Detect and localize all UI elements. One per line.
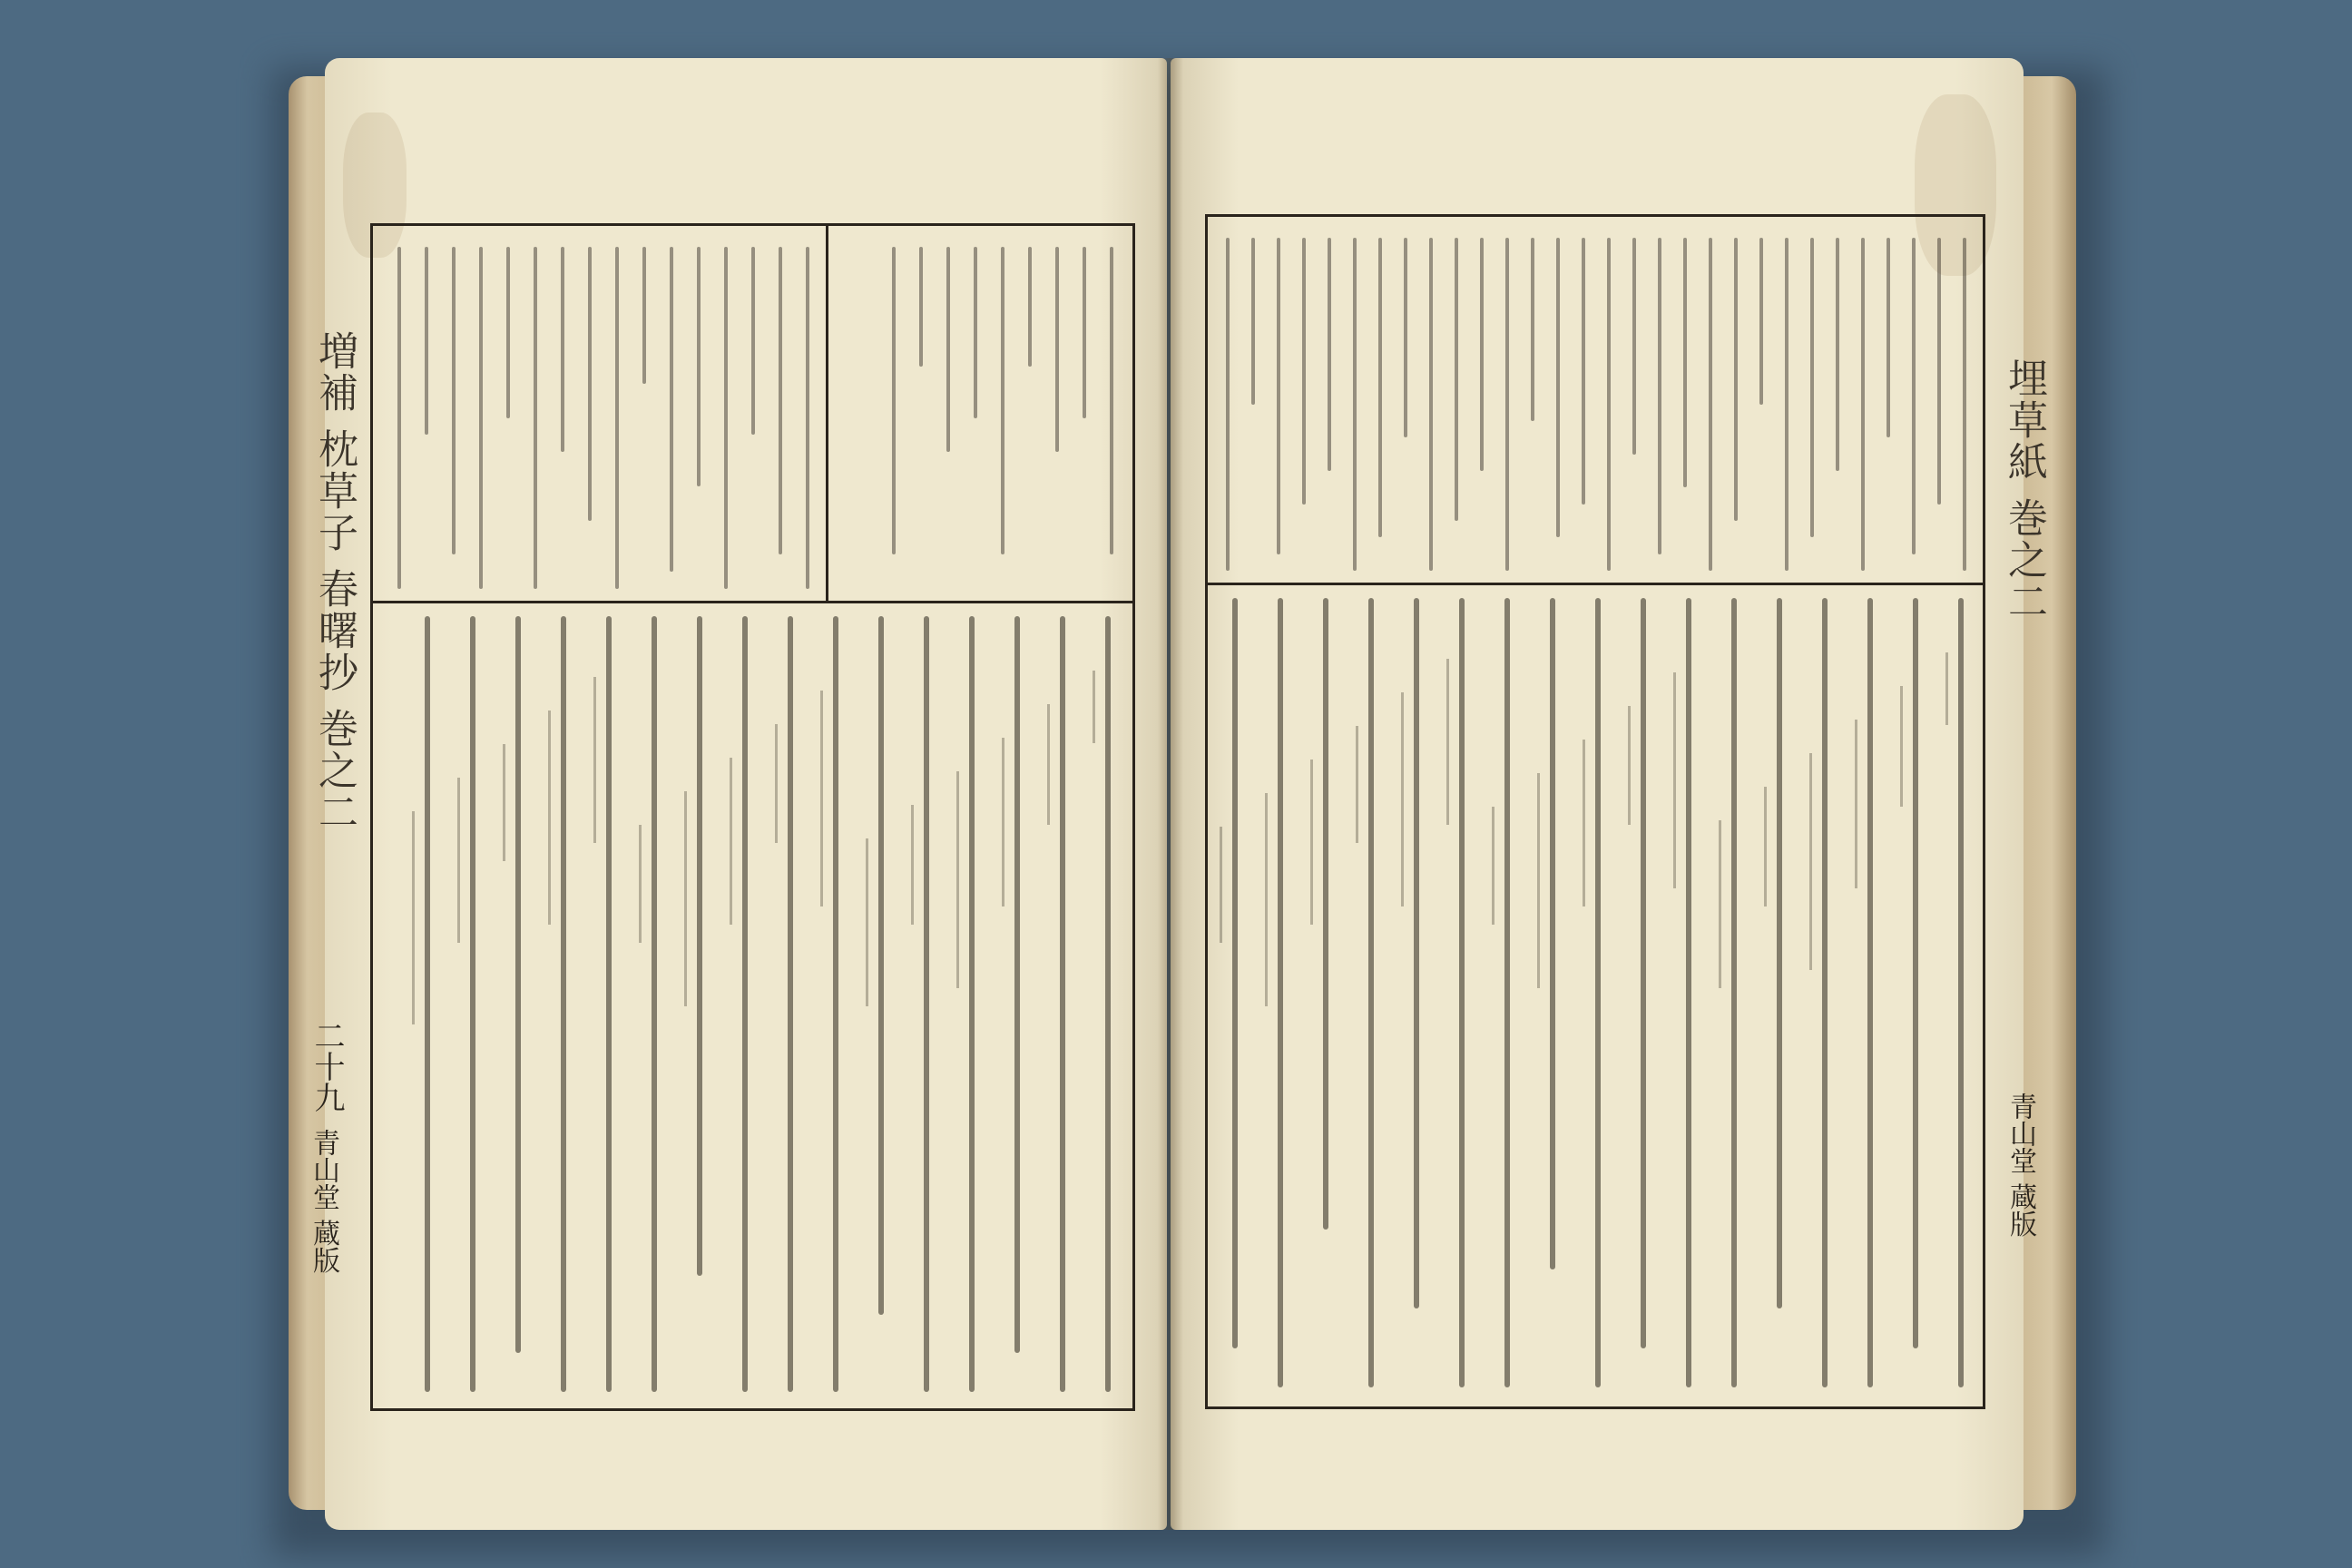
text-column — [697, 616, 702, 1276]
ruby-gloss — [956, 771, 959, 988]
right-page-edges — [2022, 76, 2076, 1510]
text-column — [1595, 598, 1601, 1387]
text-column — [946, 247, 950, 452]
text-column — [724, 247, 728, 589]
text-column — [1455, 238, 1458, 521]
text-column — [833, 616, 838, 1392]
right-commentary-divider — [1205, 583, 1985, 585]
text-column — [1531, 238, 1534, 421]
text-column — [1060, 616, 1065, 1392]
open-book — [289, 58, 2076, 1530]
text-column — [1836, 238, 1839, 471]
left-imprint: 青山堂 蔵版 — [308, 1129, 339, 1274]
text-column — [515, 616, 521, 1353]
text-column — [1278, 598, 1283, 1387]
text-column — [642, 247, 646, 384]
left-page-number: 二十九 — [309, 1020, 345, 1112]
text-column — [1232, 598, 1238, 1348]
ruby-gloss — [775, 724, 778, 843]
text-column — [1822, 598, 1828, 1387]
ruby-gloss — [820, 691, 823, 906]
text-column — [670, 247, 673, 572]
ruby-gloss — [457, 778, 460, 943]
text-column — [1302, 238, 1306, 505]
ruby-gloss — [730, 758, 732, 925]
text-column — [1550, 598, 1555, 1269]
text-column — [1759, 238, 1763, 405]
text-column — [1810, 238, 1814, 537]
book-gutter — [1158, 58, 1183, 1530]
text-column — [1105, 616, 1111, 1392]
ruby-gloss — [1220, 827, 1222, 943]
text-column — [1505, 238, 1509, 571]
text-column — [1480, 238, 1484, 471]
text-column — [479, 247, 483, 589]
text-column — [924, 616, 929, 1392]
ruby-gloss — [1446, 659, 1449, 825]
text-column — [397, 247, 401, 589]
text-column — [892, 247, 896, 554]
text-column — [1683, 238, 1687, 487]
text-column — [1226, 238, 1230, 571]
ruby-gloss — [1673, 672, 1676, 888]
text-column — [1368, 598, 1374, 1387]
text-column — [878, 616, 884, 1315]
text-column — [1277, 238, 1280, 554]
ruby-gloss — [1900, 686, 1903, 807]
text-column — [425, 616, 430, 1392]
text-column — [1709, 238, 1712, 571]
text-column — [1913, 598, 1918, 1348]
text-column — [1582, 238, 1585, 505]
ruby-gloss — [503, 744, 505, 861]
text-column — [1641, 598, 1646, 1348]
text-column — [1323, 598, 1328, 1230]
text-column — [1110, 247, 1113, 554]
text-column — [561, 616, 566, 1392]
text-column — [1867, 598, 1873, 1387]
text-column — [1912, 238, 1916, 554]
text-column — [969, 616, 975, 1392]
ruby-gloss — [1809, 753, 1812, 970]
text-column — [1607, 238, 1611, 571]
text-column — [742, 616, 748, 1392]
ruby-gloss — [1855, 720, 1857, 888]
text-column — [588, 247, 592, 521]
text-column — [1459, 598, 1465, 1387]
ruby-gloss — [1492, 807, 1494, 925]
text-column — [1429, 238, 1433, 571]
ruby-gloss — [1002, 738, 1004, 906]
text-column — [606, 616, 612, 1392]
ruby-gloss — [1764, 787, 1767, 906]
text-column — [1731, 598, 1737, 1387]
ruby-gloss — [1719, 820, 1721, 988]
text-column — [974, 247, 977, 418]
ruby-gloss — [593, 677, 596, 843]
text-column — [561, 247, 564, 452]
text-column — [1963, 238, 1966, 571]
text-column — [534, 247, 537, 589]
text-column — [1378, 238, 1382, 537]
ruby-gloss — [1047, 704, 1050, 825]
left-commentary-divider — [370, 601, 1135, 603]
ruby-gloss — [866, 838, 868, 1006]
text-column — [806, 247, 809, 589]
ruby-gloss — [1401, 692, 1404, 906]
text-column — [615, 247, 619, 589]
ruby-gloss — [412, 811, 415, 1024]
ruby-gloss — [548, 710, 551, 925]
text-column — [1686, 598, 1691, 1387]
ruby-gloss — [1583, 740, 1585, 906]
text-column — [506, 247, 510, 418]
ruby-gloss — [1356, 726, 1358, 843]
left-commentary-column-divider — [826, 223, 828, 601]
text-column — [425, 247, 428, 435]
text-column — [1055, 247, 1059, 452]
text-column — [1658, 238, 1661, 554]
text-column — [1083, 247, 1086, 418]
text-column — [1251, 238, 1255, 405]
right-imprint: 青山堂 蔵版 — [2004, 1093, 2036, 1238]
text-column — [1958, 598, 1964, 1387]
text-column — [1028, 247, 1032, 367]
text-column — [1777, 598, 1782, 1308]
text-column — [470, 616, 475, 1392]
text-column — [1504, 598, 1510, 1387]
text-column — [1861, 238, 1865, 571]
right-running-head: 埋草紙 巻之二 — [2001, 358, 2047, 622]
text-column — [788, 616, 793, 1392]
text-column — [1353, 238, 1357, 571]
text-column — [1001, 247, 1004, 554]
text-column — [919, 247, 923, 367]
text-column — [751, 247, 755, 435]
text-column — [1414, 598, 1419, 1308]
ruby-gloss — [1093, 671, 1095, 743]
text-column — [1404, 238, 1407, 437]
ruby-gloss — [1265, 793, 1268, 1006]
text-column — [1014, 616, 1020, 1353]
ruby-gloss — [1537, 773, 1540, 988]
text-column — [779, 247, 782, 554]
ruby-gloss — [1628, 706, 1631, 825]
text-column — [1886, 238, 1890, 437]
text-column — [1734, 238, 1738, 521]
ruby-gloss — [1310, 760, 1313, 925]
text-column — [1632, 238, 1636, 455]
ruby-gloss — [684, 791, 687, 1006]
text-column — [652, 616, 657, 1392]
text-column — [1937, 238, 1941, 505]
text-column — [1556, 238, 1560, 537]
text-column — [1328, 238, 1331, 471]
text-column — [697, 247, 701, 486]
text-column — [452, 247, 456, 554]
left-running-head: 増補 枕草子 春曙抄 巻之二 — [311, 330, 358, 833]
ruby-gloss — [639, 825, 642, 943]
text-column — [1785, 238, 1788, 571]
ruby-gloss — [911, 805, 914, 925]
ruby-gloss — [1945, 652, 1948, 725]
